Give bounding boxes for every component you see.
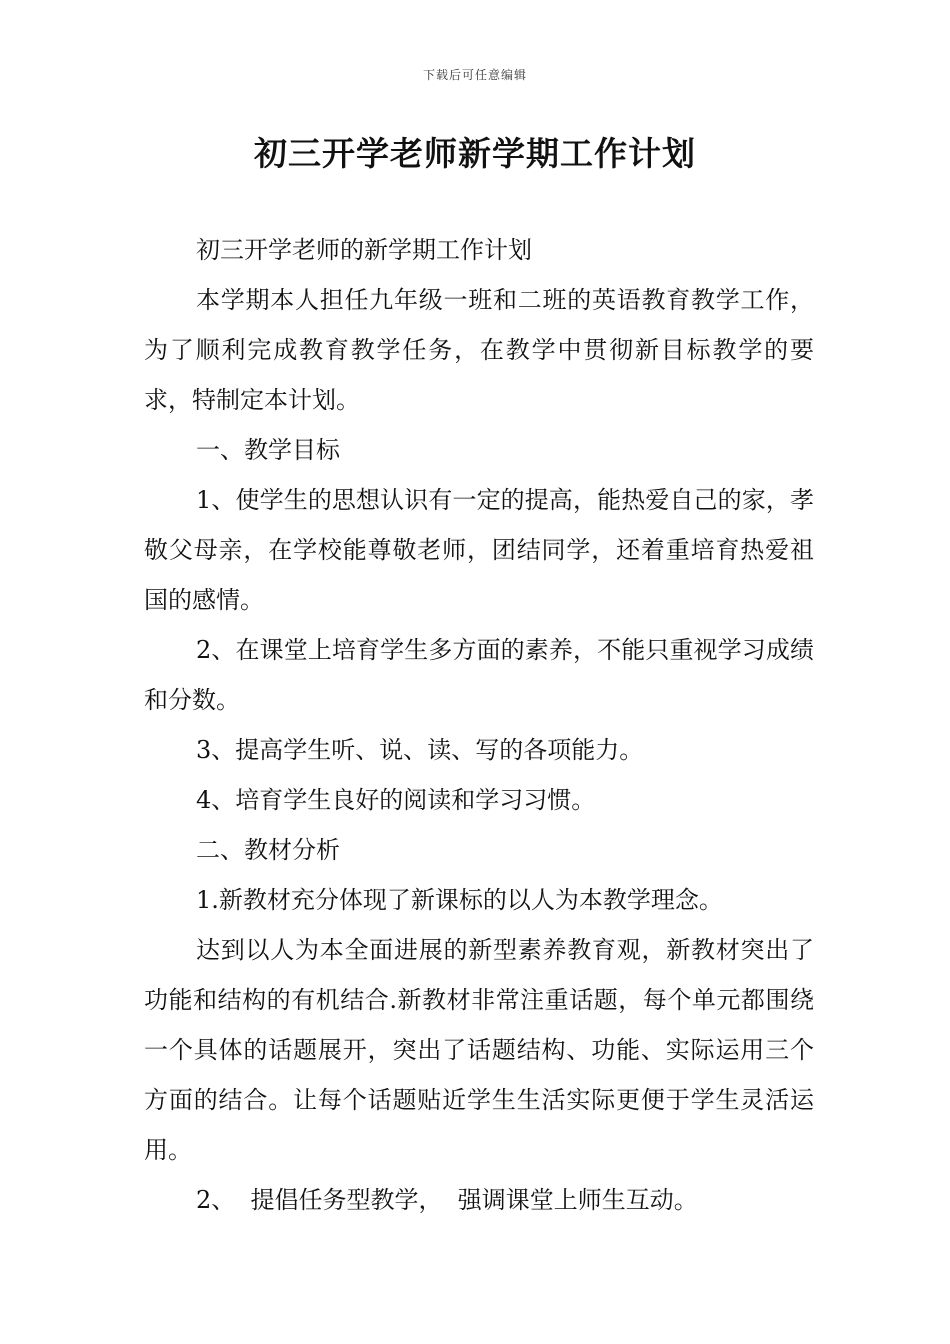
paragraph-intro: 本学期本人担任九年级一班和二班的英语教育教学工作，为了顺利完成教育教学任务，在教学中贯彻新目标教学的要求，特制定本计划。 (144, 286, 814, 414)
paragraph-analysis-1: 1.新教材充分体现了新课标的以人为本教学理念。 (196, 886, 723, 914)
document-title: 初三开学老师新学期工作计划 (254, 134, 696, 173)
page-header-note: 下载后可任意编辑 (422, 68, 527, 82)
paragraph-goal-2: 2、在课堂上培育学生多方面的素养，不能只重视学习成绩和分数。 (144, 636, 814, 714)
paragraph-subtitle: 初三开学老师的新学期工作计划 (196, 236, 532, 264)
document-body (144, 225, 814, 1225)
section-heading-teaching-goals: 一、教学目标 (196, 436, 340, 464)
section-heading-textbook-analysis: 二、教材分析 (196, 836, 340, 864)
paragraph-goal-1: 1、使学生的思想认识有一定的提高，能热爱自己的家，孝敬父母亲，在学校能尊敬老师，团结同学，还着重培育热爱祖国的感情。 (144, 486, 814, 614)
paragraph-analysis-detail: 达到以人为本全面进展的新型素养教育观，新教材突出了功能和结构的有机结合.新教材非常注重话题，每个单元都围绕一个具体的话题展开，突出了话题结构、功能、实际运用三个方面的结合。让每个话题贴近学生生活实际更便于学生灵活运用。 (144, 936, 814, 1164)
paragraph-analysis-2: 2、 提倡任务型教学， 强调课堂上师生互动。 (196, 1186, 698, 1214)
paragraph-goal-4: 4、培育学生良好的阅读和学习习惯。 (196, 786, 596, 814)
paragraph-goal-3: 3、提高学生听、说、读、写的各项能力。 (196, 736, 644, 764)
